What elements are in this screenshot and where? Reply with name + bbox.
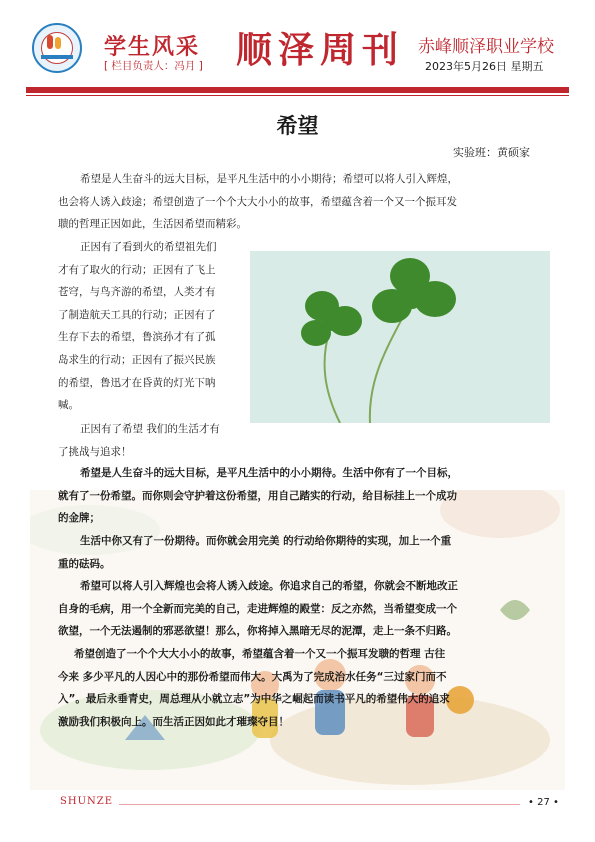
text-line: 了制造航天工具的行动；正因有了	[58, 308, 216, 321]
text-line: 了挑战与追求！	[58, 445, 132, 458]
column-title: 学生风采	[104, 35, 201, 60]
clover-photo	[250, 251, 550, 423]
text-line: 今来 多少平凡的人因心中的那份希望而伟大。大禹为了完成治水任务“三过家门而不	[58, 670, 447, 683]
text-line: 希望可以将人引入辉煌也会将人诱入歧途。你追求自己的希望，你就会不断地改正	[80, 580, 458, 592]
text-line: 生存下去的希望，鲁滨孙才有了孤	[58, 331, 216, 344]
header-rule-thin	[26, 95, 569, 96]
paragraph-3	[58, 418, 258, 463]
paragraph-5	[58, 530, 563, 575]
school-logo	[32, 23, 82, 73]
text-line: 聩的哲理正因如此，生活因希望而精彩。	[58, 218, 247, 231]
text-line: 希望创造了一个个大大小小的故事，希望蕴含着一个又一个振耳发聩的哲理 古往	[74, 648, 446, 660]
text-line: 重的砝码。	[58, 557, 111, 570]
footer-rule	[60, 804, 520, 805]
text-line: 岛求生的行动；正因有了振兴民族	[58, 353, 216, 366]
paragraph-4	[58, 462, 563, 530]
text-line: 生活中你又有了一份期待。而你就会用完美 的行动给你期待的实现，加上一个重	[80, 535, 452, 547]
text-line: 激励我们积极向上。而生活正因如此才璀璨夺目！	[58, 715, 289, 728]
issue-date: 2023年5月26日 星期五	[425, 60, 544, 73]
text-line: 入”。最后永垂青史，周总理从小就立志”为中华之崛起而读书平凡的希望伟大的追求	[58, 693, 450, 706]
text-line: 就有了一份希望。而你则会守护着这份希望，用自己踏实的行动，给目标挂上一个成功	[58, 489, 457, 502]
text-line: 喊。	[58, 399, 79, 412]
column-editor: [ 栏目负责人：冯月 ]	[104, 60, 203, 72]
header-rule	[26, 87, 569, 93]
paragraph-7	[58, 643, 563, 733]
footer-brand: SHUNZE	[60, 796, 119, 807]
text-line: 才有了取火的行动；正因有了飞上	[58, 263, 216, 276]
text-line: 正因有了看到火的希望祖先们	[80, 241, 217, 253]
paragraph-6	[58, 575, 563, 643]
logo-figure-icon	[55, 37, 61, 49]
text-line: 的希望，鲁迅才在昏黄的灯光下呐	[58, 376, 216, 389]
article-title: 希望	[276, 114, 319, 138]
logo-figure-icon	[47, 35, 53, 49]
text-line: 希望是人生奋斗的远大目标，是平凡生活中的小小期待。生活中你有了一个目标，	[80, 467, 458, 479]
paragraph-2	[58, 236, 248, 417]
text-line: 希望是人生奋斗的远大目标，是平凡生活中的小小期待；希望可以将人引入辉煌，	[80, 173, 458, 185]
logo-band	[41, 55, 73, 59]
school-name: 赤峰顺泽职业学校	[418, 37, 554, 57]
text-line: 苍穹，与鸟齐游的希望，人类才有	[58, 286, 216, 299]
text-line: 的金牌；	[58, 512, 100, 525]
article-byline: 实验班：黄硕家	[453, 146, 530, 159]
text-line: 欲望，一个无法遏制的邪恶欲望！那么，你将掉入黑暗无尽的泥潭，走上一条不归路。	[58, 625, 457, 638]
text-line: 自身的毛病，用一个全新而完美的自己，走进辉煌的殿堂：反之亦然，当希望变成一个	[58, 602, 457, 615]
text-line: 也会将人诱入歧途；希望创造了一个个大大小小的故事，希望蕴含着一个又一个振耳发	[58, 195, 457, 208]
page-number: • 27 •	[524, 797, 559, 808]
text-line: 正因有了希望 我们的生活才有	[80, 423, 220, 435]
publication-title: 顺泽周刊	[236, 29, 405, 71]
paragraph-1	[58, 168, 558, 236]
